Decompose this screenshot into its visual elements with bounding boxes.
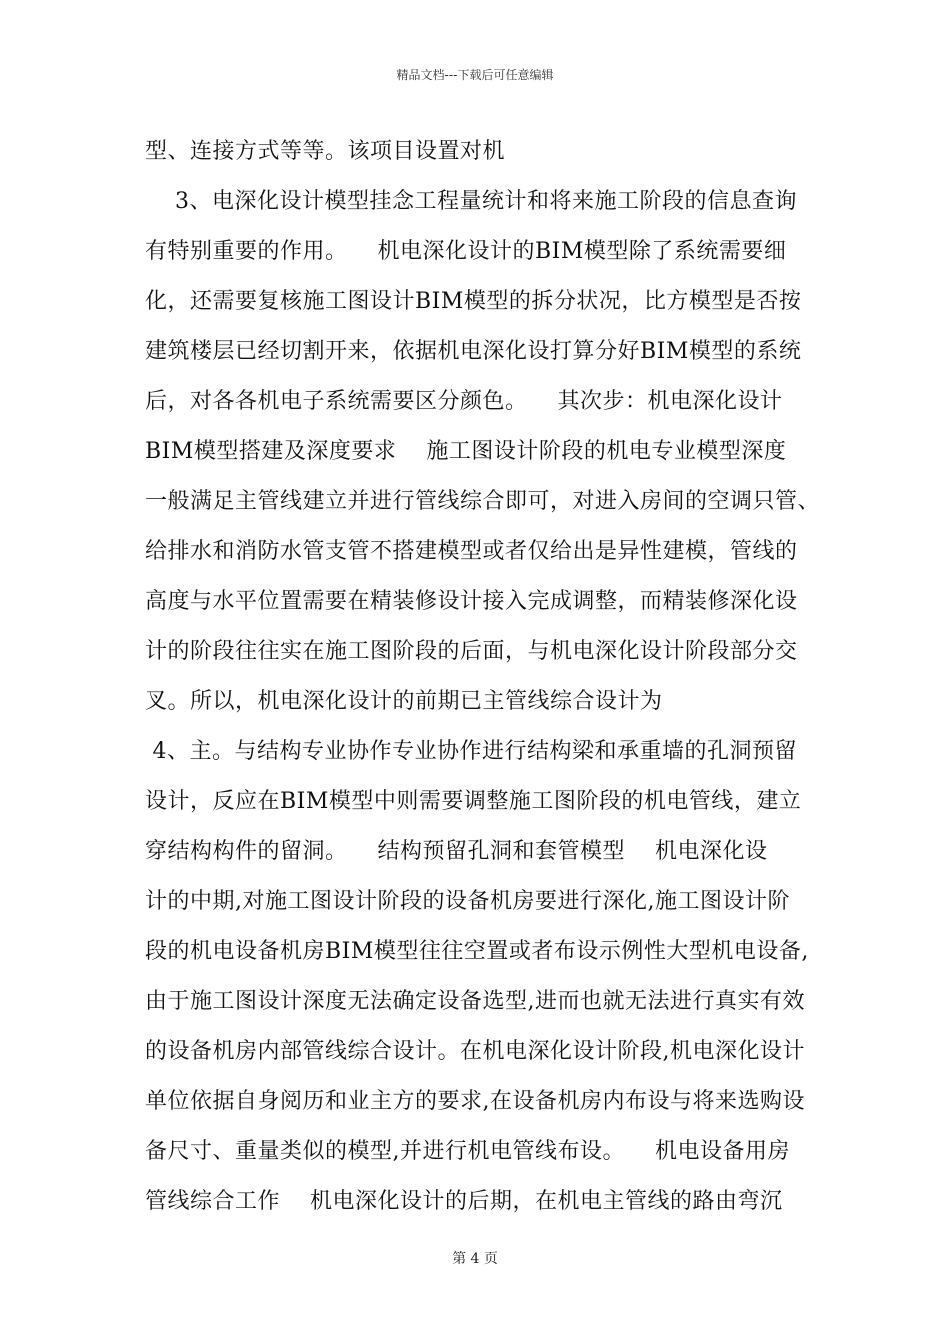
document-body <box>145 132 825 1232</box>
text-line: 给排水和消防水管支管不搭建模型或者仅给出是异性建模，管线的 <box>145 539 798 564</box>
text-line: 计的中期,对施工图设计阶段的设备机房要进行深化,施工图设计阶 <box>145 889 790 914</box>
text-line: 叉。所以，机电深化设计的前期已主管线综合设计为 <box>145 689 663 714</box>
text-line: 穿结构构件的留洞。 结构预留孔洞和套管模型 机电深化设 <box>145 839 768 864</box>
text-line: BIM模型搭建及深度要求 施工图设计阶段的机电专业模型深度 <box>145 439 787 464</box>
text-line: 备尺寸、重量类似的模型,并进行机电管线布设。 机电设备用房 <box>145 1139 790 1164</box>
text-line: 3、电深化设计模型挂念工程量统计和将来施工阶段的信息查询 <box>145 189 797 214</box>
text-line: 计的阶段往往实在施工图阶段的后面，与机电深化设计阶段部分交 <box>145 639 798 664</box>
text-line: 有特别重要的作用。 机电深化设计的BIM模型除了系统需要细 <box>145 239 787 264</box>
text-line: 管线综合工作 机电深化设计的后期，在机电主管线的路由弯沉 <box>145 1189 783 1214</box>
text-line: 一般满足主管线建立并进行管线综合即可，对进入房间的空调只管、 <box>145 489 821 514</box>
text-line: 段的机电设备机房BIM模型往往空置或者布设示例性大型机电设备, <box>145 939 809 964</box>
text-line: 由于施工图设计深度无法确定设备选型,进而也就无法进行真实有效 <box>145 989 805 1014</box>
page-number: 第 4 页 <box>452 1251 498 1267</box>
text-line: 化，还需要复核施工图设计BIM模型的拆分状况，比方模型是否按 <box>145 289 802 314</box>
page-header: 精品文档---下载后可任意编辑 <box>396 68 554 82</box>
text-line: 型、连接方式等等。该项目设置对机 <box>145 139 506 164</box>
text-line: 高度与水平位置需要在精装修设计接入完成调整，而精装修深化设 <box>145 589 798 614</box>
text-line: 建筑楼层已经切割开来，依据机电深化设打算分好BIM模型的系统 <box>145 339 802 364</box>
text-line: 的设备机房内部管线综合设计。在机电深化设计阶段,机电深化设计 <box>145 1039 805 1064</box>
text-line: 后，对各各机电子系统需要区分颜色。 其次步：机电深化设计 <box>145 389 783 414</box>
text-line: 单位依据自身阅历和业主方的要求,在设备机房内布设与将来选购设 <box>145 1089 805 1114</box>
text-line: 4、主。与结构专业协作专业协作进行结构梁和承重墙的孔洞预留 <box>145 739 797 764</box>
text-line: 设计，反应在BIM模型中则需要调整施工图阶段的机电管线，建立 <box>145 789 802 814</box>
